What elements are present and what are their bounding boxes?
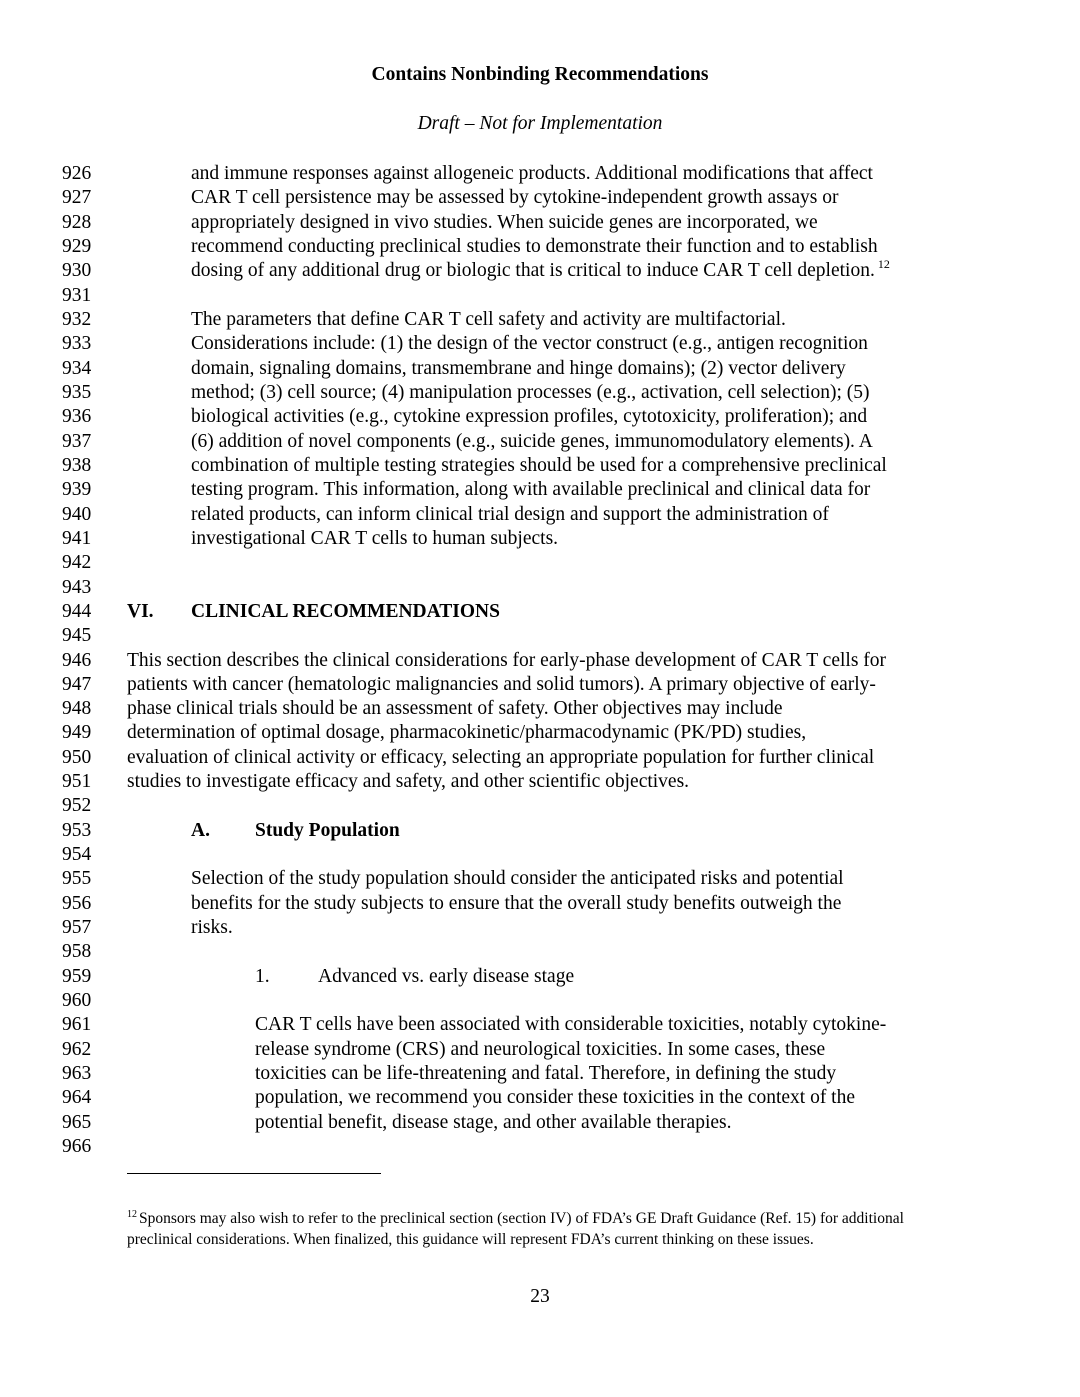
footnote [127, 1209, 957, 1250]
line-text-content: evaluation of clinical activity or efficacy, selecting an appropriate population for further clinical [127, 746, 875, 768]
line-text-content: Considerations include: (1) the design of the vector construct (e.g., antigen recognition [191, 333, 868, 355]
line-number: 963 [62, 1063, 92, 1085]
line-number: 955 [62, 868, 92, 890]
document-line [0, 259, 1080, 283]
line-text-content: combination of multiple testing strategies should be used for a comprehensive preclinical [191, 454, 887, 476]
line-text [255, 1086, 855, 1110]
document-line [0, 357, 1080, 381]
section-label: VI. [127, 600, 154, 622]
line-text-content: Study Population [255, 819, 400, 841]
line-text [255, 1013, 886, 1037]
document-line [0, 1038, 1080, 1062]
line-text [191, 211, 818, 235]
line-text-content: CLINICAL RECOMMENDATIONS [191, 600, 500, 622]
line-text [127, 721, 806, 745]
document-line [0, 430, 1080, 454]
line-text-content: patients with cancer (hematologic malignancies and solid tumors). A primary objective of early- [127, 673, 876, 695]
line-text [191, 867, 844, 891]
line-number: 959 [62, 965, 92, 987]
line-number: 942 [62, 552, 92, 574]
document-line [0, 1135, 1080, 1159]
line-text-content: domain, signaling domains, transmembrane and hinge domains); (2) vector delivery [191, 357, 846, 379]
document-line [0, 332, 1080, 356]
line-text [191, 162, 873, 186]
document-line [0, 721, 1080, 745]
line-number: 938 [62, 454, 92, 476]
document-line [0, 892, 1080, 916]
document-line [0, 381, 1080, 405]
line-number: 965 [62, 1111, 92, 1133]
line-text [191, 308, 786, 332]
line-text [127, 697, 783, 721]
line-text [191, 430, 873, 454]
document-line [0, 1062, 1080, 1086]
line-number: 931 [62, 284, 92, 306]
line-text-content: risks. [191, 917, 233, 939]
line-text-content: Selection of the study population should consider the anticipated risks and potential [191, 868, 844, 890]
line-text-content: The parameters that define CAR T cell safety and activity are multifactorial. [191, 308, 786, 330]
line-text-content: Advanced vs. early disease stage [318, 965, 575, 987]
line-number: 928 [62, 211, 92, 233]
line-text [191, 892, 841, 916]
line-text [191, 478, 870, 502]
line-number: 926 [62, 163, 92, 184]
line-text [191, 916, 233, 940]
line-text [191, 454, 887, 478]
document-line [0, 454, 1080, 478]
document-line [0, 940, 1080, 964]
line-number: 947 [62, 673, 92, 695]
section-heading [191, 600, 500, 624]
document-line [0, 770, 1080, 794]
line-text-content: potential benefit, disease stage, and other available therapies. [255, 1111, 732, 1133]
line-text [191, 235, 878, 259]
line-number: 934 [62, 357, 92, 379]
line-number: 944 [62, 600, 92, 622]
document-line [0, 624, 1080, 648]
document-line [0, 746, 1080, 770]
line-text-content: benefits for the study subjects to ensure that the overall study benefits outweigh the [191, 892, 842, 914]
line-text-content: and immune responses against allogeneic products. Additional modifications that affect [191, 163, 873, 184]
document-line [0, 308, 1080, 332]
line-text-content: population, we recommend you consider these toxicities in the context of the [255, 1087, 856, 1109]
line-text [255, 1038, 825, 1062]
line-text-content: (6) addition of novel components (e.g., suicide genes, immunomodulatory elements). A [191, 430, 873, 452]
document-line [0, 576, 1080, 600]
line-text [127, 746, 874, 770]
line-text-content: CAR T cells have been associated with considerable toxicities, notably cytokine- [255, 1014, 887, 1036]
line-text-content: testing program. This information, along with available preclinical and clinical data for [191, 479, 871, 501]
line-number: 960 [62, 990, 92, 1012]
document-line [0, 649, 1080, 673]
document-line [0, 405, 1080, 429]
line-text-content: release syndrome (CRS) and neurological toxicities. In some cases, these [255, 1038, 826, 1060]
document-header-subtitle: Draft – Not for Implementation [417, 113, 663, 134]
line-number: 957 [62, 917, 92, 939]
line-text-content: CAR T cell persistence may be assessed by cytokine-independent growth assays or [191, 187, 839, 209]
line-number: 936 [62, 406, 92, 428]
document-line [0, 186, 1080, 210]
document-line [0, 1111, 1080, 1135]
line-number: 951 [62, 771, 92, 793]
line-number: 943 [62, 576, 92, 598]
document-line [0, 819, 1080, 843]
line-number: 953 [62, 819, 92, 841]
line-text [191, 381, 869, 405]
line-number: 949 [62, 722, 92, 744]
line-text [255, 1111, 731, 1135]
line-text [191, 259, 890, 283]
line-text-content: dosing of any additional drug or biologic that is critical to induce CAR T cell depletion. [191, 260, 875, 282]
line-text [191, 503, 829, 527]
document-line [0, 600, 1080, 624]
document-line [0, 989, 1080, 1013]
document-line [0, 867, 1080, 891]
line-number: 948 [62, 698, 92, 720]
line-number: 932 [62, 308, 92, 330]
line-number: 940 [62, 503, 92, 525]
line-number: 946 [62, 649, 92, 671]
line-number: 950 [62, 746, 92, 768]
line-text-content: This section describes the clinical considerations for early-phase development of CAR T cells for [127, 649, 887, 671]
line-number: 935 [62, 381, 92, 403]
line-text-content: related products, can inform clinical trial design and support the administration of [191, 503, 829, 525]
line-text [191, 405, 867, 429]
line-number: 933 [62, 333, 92, 355]
document-line [0, 284, 1080, 308]
line-number: 930 [62, 260, 92, 282]
line-number: 939 [62, 479, 92, 501]
line-number: 961 [62, 1014, 92, 1036]
line-number: 952 [62, 795, 92, 817]
line-number: 966 [62, 1136, 92, 1157]
line-text-content: recommend conducting preclinical studies to demonstrate their function and to establish [191, 235, 878, 257]
document-line [0, 211, 1080, 235]
document-line [0, 478, 1080, 502]
section-heading [255, 819, 400, 843]
line-text-content: toxicities can be life-threatening and fatal. Therefore, in defining the study [255, 1063, 837, 1085]
document-line [0, 1013, 1080, 1037]
line-text-content: investigational CAR T cells to human subjects. [191, 527, 559, 549]
footnote-reference[interactable]: 12 [877, 257, 890, 272]
line-text-content: studies to investigate efficacy and safety, and other scientific objectives. [127, 771, 690, 793]
document-line [0, 551, 1080, 575]
document-header-title: Contains Nonbinding Recommendations [371, 64, 709, 85]
document-line [0, 1086, 1080, 1110]
line-number: 956 [62, 892, 92, 914]
line-text [191, 186, 839, 210]
line-text [191, 527, 558, 551]
line-text [127, 770, 689, 794]
document-line [0, 794, 1080, 818]
line-text-content: phase clinical trials should be an assessment of safety. Other objectives may include [127, 698, 783, 720]
line-text-content: method; (3) cell source; (4) manipulation processes (e.g., activation, cell selection); (5) [191, 381, 870, 403]
footnote-text: Sponsors may also wish to refer to the preclinical section (section IV) of FDA’s GE Draft Guidance (Ref. 15) for additional preclinical considerations. When finalized, this guidance will represent FDA’s current thinking on these issues. [127, 1210, 904, 1248]
subsection-heading [318, 965, 574, 989]
document-line [0, 843, 1080, 867]
line-number: 964 [62, 1087, 92, 1109]
page-number: 23 [530, 1286, 550, 1307]
line-text-content: appropriately designed in vivo studies. When suicide genes are incorporated, we [191, 211, 818, 233]
line-text [255, 1062, 836, 1086]
document-line [0, 162, 1080, 186]
footnote-marker: 12 [127, 1209, 137, 1220]
line-number: 937 [62, 430, 92, 452]
line-text [127, 649, 886, 673]
line-number: 927 [62, 187, 92, 209]
document-line [0, 503, 1080, 527]
footnote-divider [127, 1173, 381, 1174]
line-text [127, 673, 876, 697]
line-number: 941 [62, 527, 92, 549]
line-text [191, 332, 868, 356]
document-line [0, 965, 1080, 989]
document-line [0, 235, 1080, 259]
document-line [0, 527, 1080, 551]
line-number: 954 [62, 844, 92, 866]
line-text-content: determination of optimal dosage, pharmacokinetic/pharmacodynamic (PK/PD) studies, [127, 722, 807, 744]
document-line [0, 916, 1080, 940]
document-line [0, 673, 1080, 697]
section-label: A. [191, 819, 210, 841]
line-number: 929 [62, 235, 92, 257]
line-number: 962 [62, 1038, 92, 1060]
line-number: 958 [62, 941, 92, 963]
line-number: 945 [62, 625, 92, 647]
document-line [0, 697, 1080, 721]
line-text-content: biological activities (e.g., cytokine expression profiles, cytotoxicity, proliferation); and [191, 406, 868, 428]
section-label: 1. [255, 965, 270, 987]
line-text [191, 357, 846, 381]
